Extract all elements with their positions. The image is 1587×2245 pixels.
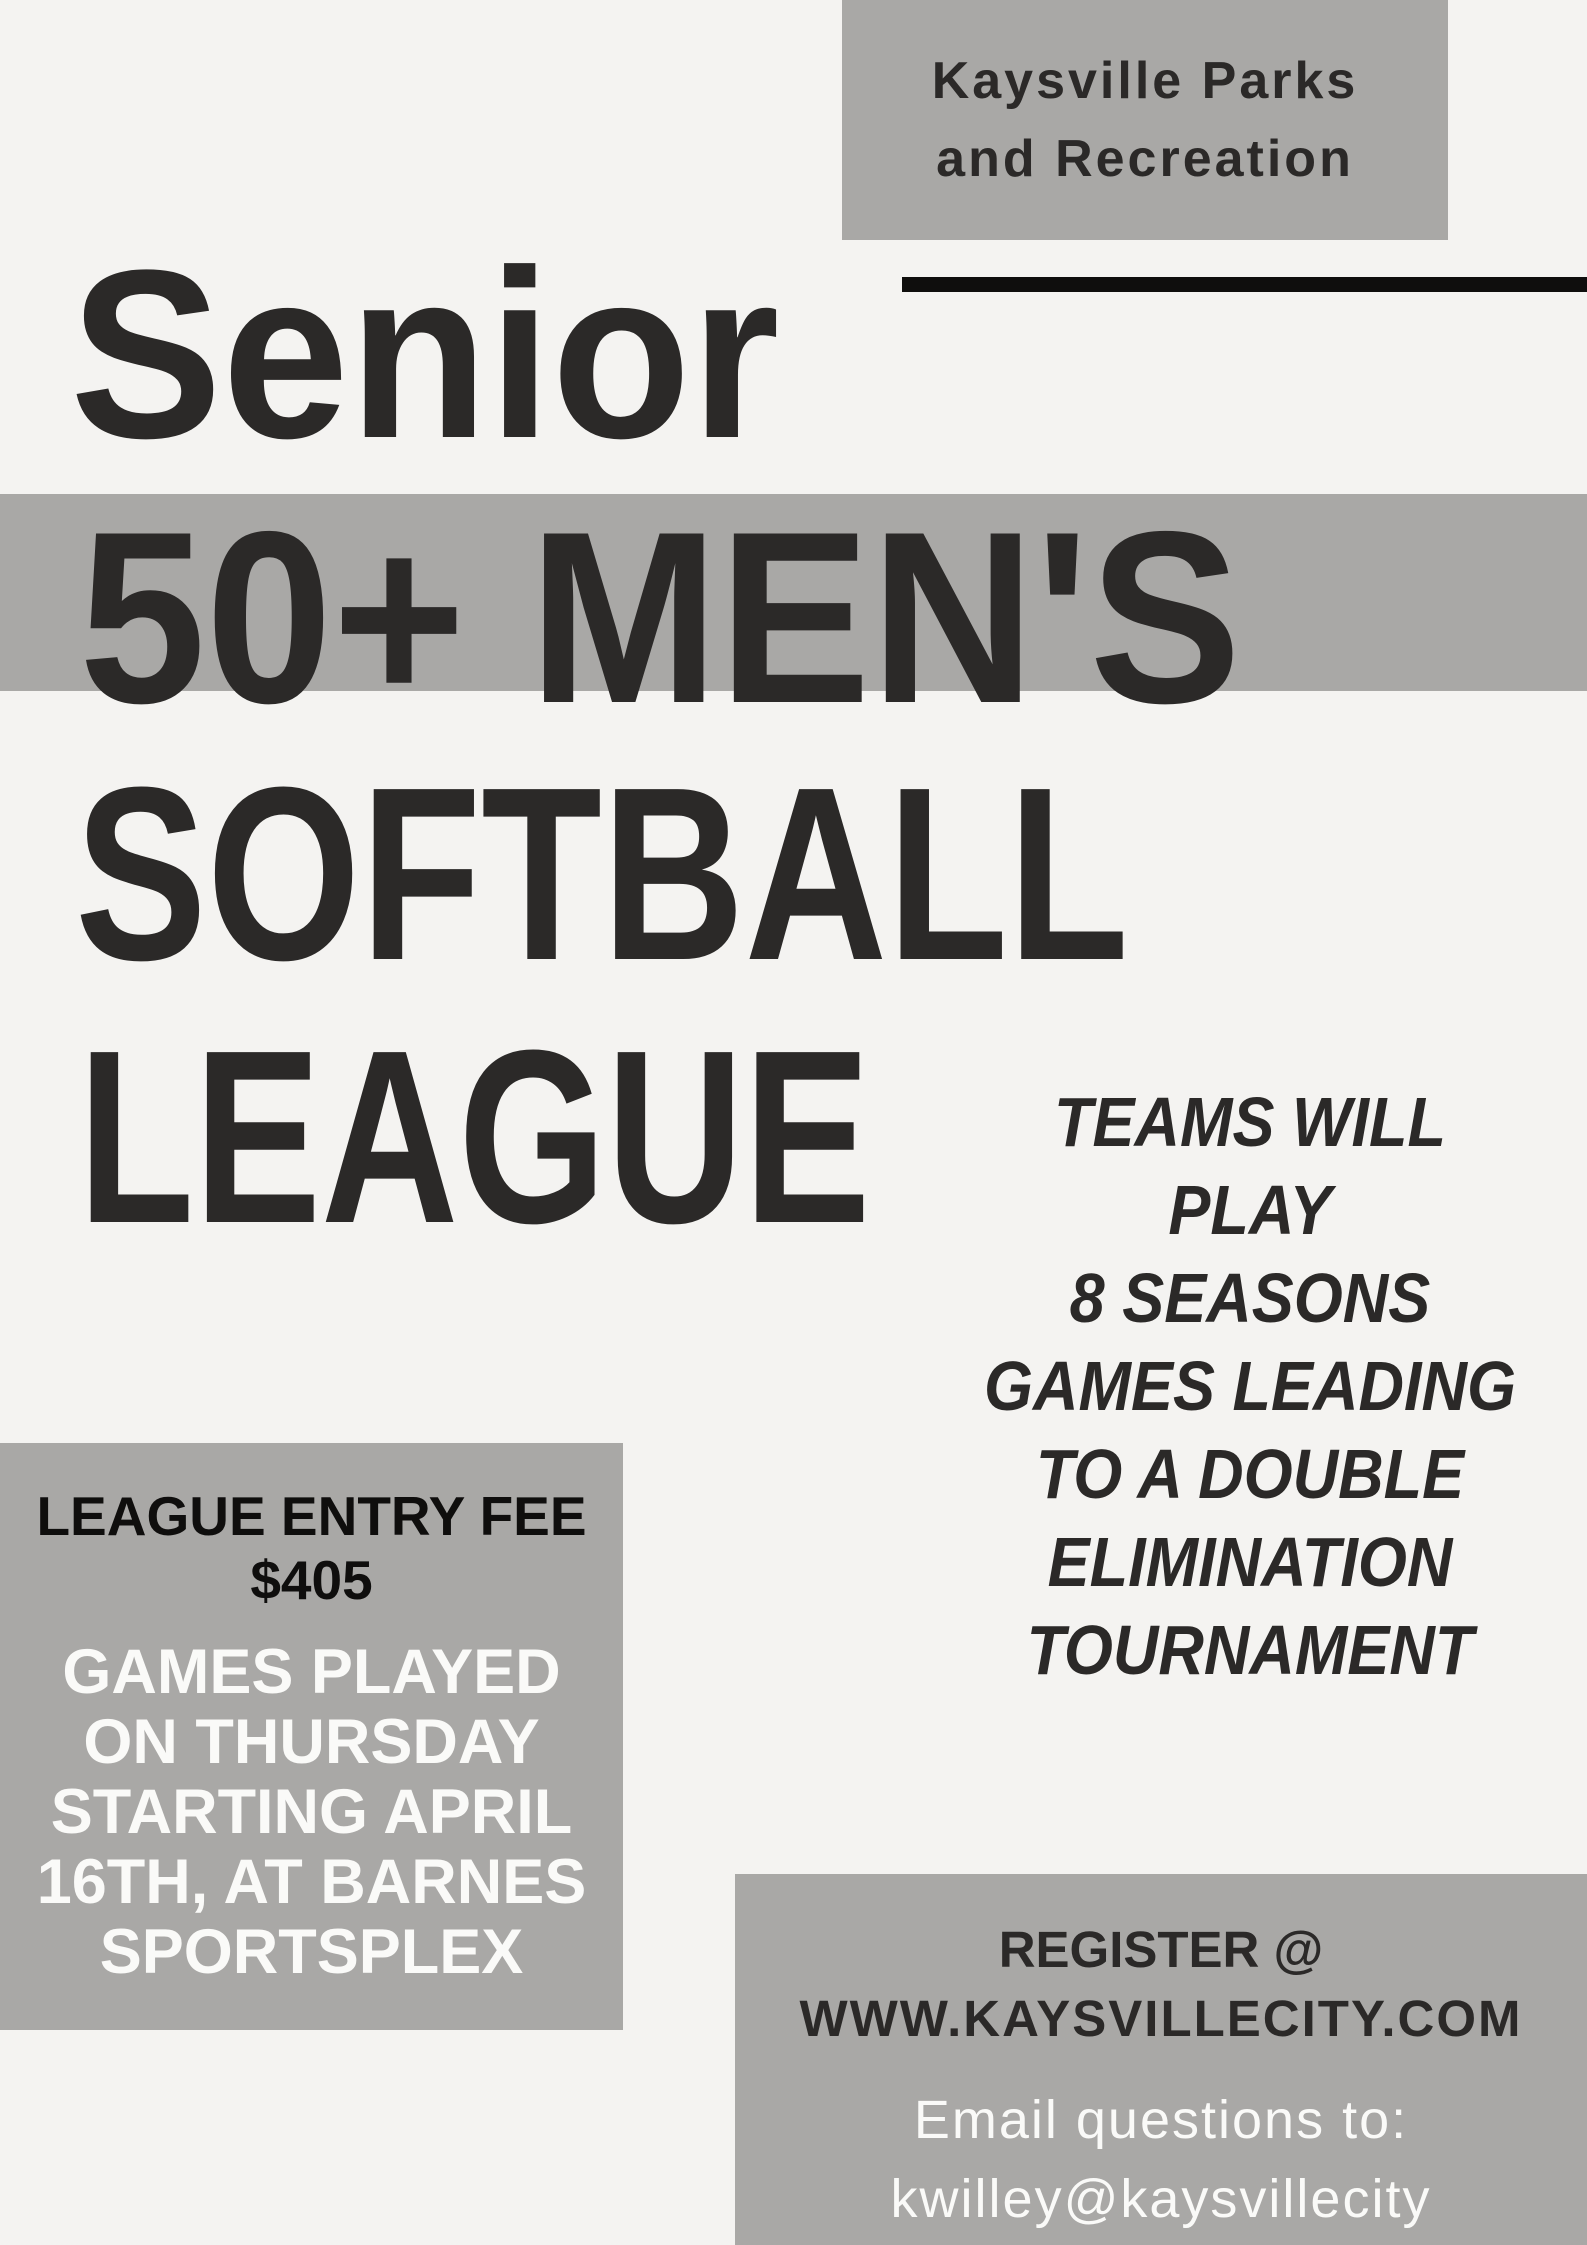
schedule-line: ON THURSDAY: [83, 1707, 540, 1777]
fee-amount: $405: [250, 1549, 373, 1611]
email-label: Email questions to:: [913, 2090, 1409, 2150]
fee-heading-label: LEAGUE ENTRY FEE: [36, 1485, 587, 1547]
title-word-league: LEAGUE: [78, 999, 871, 1275]
schedule-line: 16TH, AT BARNES: [36, 1847, 587, 1917]
info-line: 8 SEASONS: [1069, 1259, 1431, 1337]
schedule-text: [0, 1637, 623, 1987]
register-label: REGISTER @: [998, 1921, 1324, 1978]
schedule-line: GAMES PLAYED: [62, 1637, 561, 1707]
org-name-line2: and Recreation: [936, 130, 1354, 188]
org-name-line1: Kaysville Parks: [931, 52, 1359, 110]
schedule-line: SPORTSPLEX: [99, 1917, 524, 1987]
register-url: WWW.KAYSVILLECITY.COM: [799, 1990, 1523, 2047]
title-word-softball: SOFTBALL: [75, 736, 1129, 1012]
email-address: kwilley@kaysvillecity: [890, 2169, 1432, 2229]
title-word-senior: Senior: [70, 220, 780, 488]
season-info-block: [971, 1078, 1529, 1694]
fee-heading: [0, 1484, 623, 1612]
org-banner: [842, 0, 1448, 240]
info-line: ELIMINATION: [1047, 1523, 1453, 1601]
info-line: TEAMS WILL: [1054, 1083, 1446, 1161]
title-word-50-mens: 50+ MEN'S: [79, 480, 1242, 754]
register-text: [735, 1915, 1587, 2053]
info-line: PLAY: [1168, 1171, 1332, 1249]
info-line: GAMES LEADING: [983, 1347, 1517, 1425]
schedule-line: STARTING APRIL: [50, 1777, 573, 1847]
divider-rule: [902, 277, 1587, 292]
info-line: TO A DOUBLE: [1035, 1435, 1465, 1513]
info-line: TOURNAMENT: [1026, 1611, 1474, 1689]
email-text: [735, 2081, 1587, 2239]
